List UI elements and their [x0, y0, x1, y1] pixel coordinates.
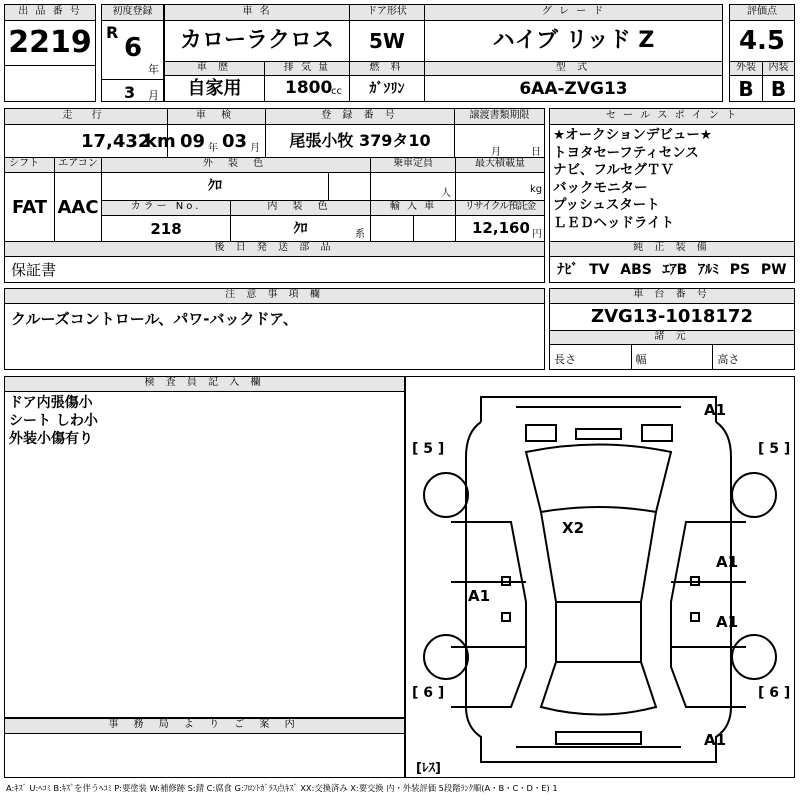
displacement: 1800	[285, 78, 333, 98]
shift-box	[4, 157, 55, 242]
history-box	[164, 61, 265, 102]
sales-point-item: プッシュスタート	[553, 197, 660, 214]
equipment-item: PW	[760, 262, 787, 278]
lot-blank	[5, 65, 95, 102]
damage-mark-left-rear-door: A1	[468, 587, 491, 605]
int-color-unit: 系	[355, 229, 365, 240]
load-unit: kg	[530, 184, 543, 195]
recycle-label: リサイクル預託金	[456, 201, 544, 216]
ac-label: エアコン	[55, 158, 101, 173]
ext-grade-label: 外装	[730, 62, 762, 76]
history-label: 車 歴	[165, 62, 264, 76]
month-unit: 月	[148, 89, 159, 102]
plate-box	[265, 108, 455, 158]
plate-label: 登 録 番 号	[266, 109, 454, 125]
equipment-item: ｴｱB	[662, 262, 688, 278]
recycle: 12,160	[472, 219, 530, 237]
notes-text: クルーズコントロール、パワ-バックドア、	[11, 310, 298, 328]
recycle-unit: 円	[532, 229, 542, 240]
door-type: 5W	[369, 29, 405, 53]
int-color-label: 内 装 色	[231, 201, 370, 216]
length-label: 長さ	[550, 345, 632, 369]
color-no-label: カラー No.	[102, 201, 230, 216]
car-outline	[424, 397, 776, 762]
equipment-list	[550, 257, 794, 283]
era: R	[106, 23, 119, 42]
sales-point-item: トヨタセーフティセンス	[553, 144, 699, 161]
later-parts: 保証書	[11, 261, 57, 279]
door-label: ドア形状	[350, 5, 424, 21]
first-reg-label: 初度登録	[102, 5, 163, 21]
mileage-box	[4, 108, 176, 158]
car-name-label: 車 名	[165, 5, 349, 21]
equipment-item: ﾅﾋﾞ	[557, 262, 579, 278]
shift: FAT	[11, 197, 48, 218]
ac: AAC	[57, 197, 99, 218]
ac-box	[54, 157, 102, 242]
insp-month-unit: 月	[250, 143, 260, 154]
insp-year: 09	[180, 131, 206, 152]
load-box	[455, 157, 545, 201]
displacement-label: 排 気 量	[265, 62, 349, 76]
tire-rear-right: [ 6 ]	[758, 685, 791, 701]
reg-month: 3	[124, 83, 136, 102]
ext-color-divider	[328, 172, 329, 201]
car-diagram-box	[405, 376, 795, 778]
inspector-notes	[5, 392, 404, 450]
import-box	[370, 200, 456, 242]
sales-point-item: ★オークションデビュー★	[553, 127, 712, 143]
inspector-note-line: シート しわ小	[9, 413, 98, 429]
insp-month: 03	[222, 131, 248, 152]
inspector-box	[4, 376, 405, 718]
int-color-box	[230, 200, 371, 242]
sales-points-list	[550, 125, 794, 235]
color-no: 218	[150, 220, 182, 238]
ext-grade: B	[738, 77, 754, 101]
import-label: 輸 入 車	[371, 201, 455, 216]
fuel: ｶﾞｿﾘﾝ	[369, 81, 405, 97]
inspection-box	[167, 108, 266, 158]
capacity-unit: 人	[441, 188, 451, 199]
sales-point-item: ＬＥＤヘッドライト	[553, 214, 675, 231]
ext-color-label: 外 装 色	[102, 158, 370, 173]
equipment-label: 純 正 装 備	[550, 242, 794, 257]
damage-mark-rear: A1	[704, 731, 727, 749]
grade-label: グ レ ー ド	[425, 5, 722, 21]
recycle-box	[455, 200, 545, 242]
color-no-box	[101, 200, 231, 242]
first-reg-box	[101, 4, 164, 102]
inspector-note-line: ドア内張傷小	[9, 395, 93, 411]
model-box	[424, 61, 723, 102]
legend: A:ｷｽﾞ U:ﾍｺﾐ B:ｷｽﾞを伴うﾍｺﾐ P:要塗装 W:補修跡 S:錆 C:腐食 G:ﾌﾛﾝﾄｶﾞﾗｽ点ｷｽﾞ XX:交換済み X:要交換 内・外装評価 5段階ﾗﾝｸ順(A・B・C・D・E) 1	[6, 783, 558, 793]
tire-front-left: [ 5 ]	[412, 441, 445, 457]
spare-tire: [ﾚｽ]	[416, 761, 441, 776]
width-label: 幅	[632, 345, 714, 369]
mileage: 17,432	[81, 131, 151, 152]
ext-color: ｸﾛ	[208, 178, 222, 194]
fuel-box	[349, 61, 425, 102]
sales-point-item: バックモニター	[553, 179, 648, 196]
sales-points-box	[549, 108, 795, 242]
chassis-number: ZVG13-1018172	[550, 304, 794, 331]
damage-mark-roof: X2	[562, 519, 585, 537]
capacity-label: 乗車定員	[371, 158, 455, 173]
reg-divider	[102, 79, 163, 80]
lot-box	[4, 4, 96, 102]
dims-label: 諸 元	[550, 331, 794, 345]
ext-grade-box	[729, 61, 763, 102]
equipment-item: TV	[589, 262, 610, 278]
capacity-box	[370, 157, 456, 201]
load-label: 最大積載量	[456, 158, 544, 173]
notes-label: 注 意 事 項 欄	[5, 289, 544, 304]
door-box	[349, 4, 425, 62]
int-grade: B	[770, 77, 787, 101]
inspector-label: 検 査 員 記 入 欄	[5, 377, 404, 392]
int-grade-box	[762, 61, 795, 102]
office-label: 事 務 局 よ り ご 案 内	[5, 719, 404, 734]
score: 4.5	[738, 26, 786, 56]
tire-rear-left: [ 6 ]	[412, 685, 445, 701]
insp-year-unit: 年	[208, 143, 218, 154]
lot-number: 2219	[8, 25, 92, 60]
equipment-item: ｱﾙﾐ	[698, 262, 720, 278]
damage-mark-right-rear-door: A1	[716, 613, 739, 631]
transfer-day: 日	[531, 147, 541, 158]
sales-points-label: セ ー ル ス ポ イ ン ト	[550, 109, 794, 125]
tire-front-right: [ 5 ]	[758, 441, 791, 457]
year-unit: 年	[148, 63, 159, 76]
inspection-label: 車 検	[168, 109, 265, 125]
cc-unit: cc	[331, 86, 342, 97]
score-box	[729, 4, 795, 62]
score-label: 評価点	[730, 5, 794, 21]
grade: ハイブ リッド Z	[492, 28, 655, 53]
office-box	[4, 718, 405, 778]
model: 6AA-ZVG13	[519, 79, 628, 99]
damage-mark-right-front-door: A1	[716, 553, 739, 571]
height-label: 高さ	[717, 353, 740, 366]
car-name-box	[164, 4, 350, 62]
later-parts-label: 後 日 発 送 部 品	[5, 242, 544, 257]
import-divider	[413, 215, 414, 242]
transfer-month: 月	[491, 147, 501, 158]
car-diagram	[406, 377, 794, 777]
sales-point-item: ナビ、フルセグＴＶ	[553, 162, 674, 179]
equipment-item: ABS	[620, 262, 652, 278]
grade-box	[424, 4, 723, 62]
equipment-box	[549, 241, 795, 283]
mileage-label: 走 行	[5, 109, 167, 125]
int-grade-label: 内装	[763, 62, 794, 76]
equipment-item: PS	[729, 262, 751, 278]
later-parts-box	[4, 241, 545, 283]
shift-label: シフト	[5, 158, 54, 173]
transfer-label: 譲渡書類期限	[455, 109, 544, 125]
ext-color-box	[101, 157, 371, 201]
transfer-box	[454, 108, 545, 158]
model-label: 型 式	[425, 62, 722, 76]
reg-year: 6	[124, 33, 143, 63]
notes-box	[4, 288, 545, 370]
inspector-note-line: 外装小傷有り	[9, 431, 93, 447]
int-color: ｸﾛ	[293, 221, 308, 237]
plate: 尾張小牧 379タ10	[289, 131, 431, 150]
fuel-label: 燃 料	[350, 62, 424, 76]
km-unit: km	[145, 131, 176, 152]
damage-mark-front: A1	[704, 401, 727, 419]
chassis-label: 車 台 番 号	[550, 289, 794, 304]
dims-row	[550, 345, 794, 369]
lot-label: 出 品 番 号	[5, 5, 95, 21]
displacement-box	[264, 61, 350, 102]
chassis-box	[549, 288, 795, 370]
car-name: カローラクロス	[179, 28, 334, 53]
history: 自家用	[187, 78, 242, 99]
